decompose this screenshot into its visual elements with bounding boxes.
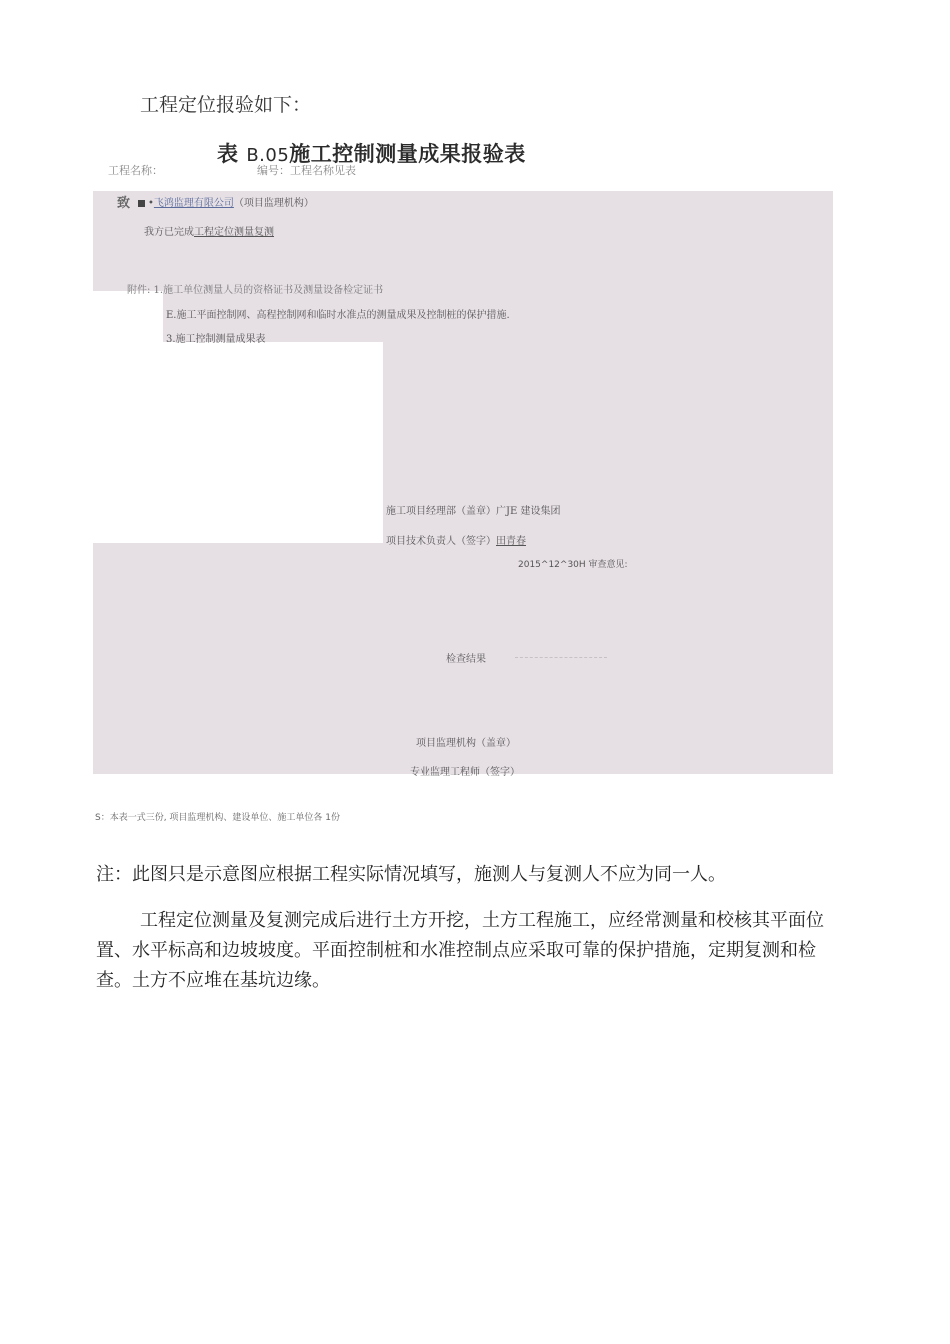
check-result: 检查结果 <box>446 654 486 665</box>
contractor-stamp: 施工项目经理部（盖章）广JE 建设集团 <box>386 506 561 517</box>
tech-lead-name: 田青春 <box>496 536 526 547</box>
project-name-cut: 工程名称： <box>108 164 163 177</box>
attachment-3: 3.施工控制测量成果表 <box>166 334 266 345</box>
title-main: 施工控制测量成果报验表 <box>289 142 526 166</box>
serial-cut: 编号：工程名称见表 <box>257 164 356 177</box>
copies-note: S：本表一式三份, 项目监理机构、建设单位、施工单位各 1份 <box>95 813 341 823</box>
done-prefix: 我方已完成 <box>144 227 194 238</box>
supervisor-engineer: 专业监理工程师（签字） <box>410 767 520 778</box>
supervisor-org: 项目监理机构（盖章） <box>416 738 516 749</box>
note-text: 注：此图只是示意图应根据工程实际情况填写，施测人与复测人不应为同一人。 <box>96 864 726 885</box>
title-prefix: 表 <box>217 142 239 166</box>
date-review: 2015^12^30H 审查意见: <box>518 560 628 570</box>
attachment-2: E.施工平面控制网、高程控制网和临时水准点的测量成果及控制桩的保护措施. <box>166 310 510 321</box>
tech-lead-line <box>386 532 526 547</box>
to-company: 飞鸿监理有限公司 <box>153 198 234 209</box>
done-line <box>144 223 274 238</box>
to-line: •飞鸿监理有限公司（项目监理机构） <box>138 194 314 209</box>
title-code: B.05 <box>246 145 290 166</box>
filled-square-icon <box>138 200 145 207</box>
tech-lead-prefix: 项目技术负责人（签字） <box>386 536 496 547</box>
done-underlined: 工程定位测量复测 <box>194 227 274 238</box>
intro-text: 工程定位报验如下： <box>140 94 312 116</box>
body-paragraph: 工程定位测量及复测完成后进行土方开挖，土方工程施工，应经常测量和校核其平面位置、水平标高和边坡坡度。平面控制桩和水准控制点应采取可靠的保护措施，定期复测和检查。土方不应堆在基坑边缘。 <box>96 910 824 991</box>
attachment-1: 附件: 1.施工单位测量人员的资格证书及测量设备检定证书 <box>127 285 384 296</box>
signature-line <box>515 657 607 658</box>
to-suffix: （项目监理机构） <box>233 198 314 209</box>
to-label: 致 <box>117 196 131 211</box>
